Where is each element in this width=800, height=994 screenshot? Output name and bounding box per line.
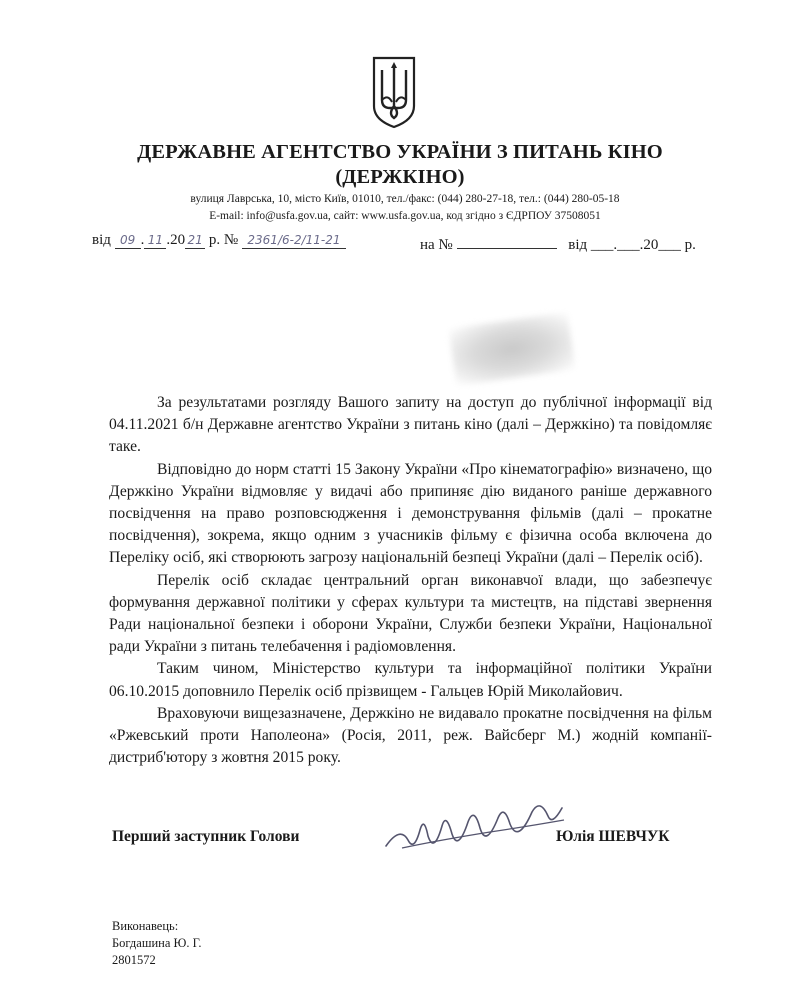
agency-name-line1: ДЕРЖАВНЕ АГЕНТСТВО УКРАЇНИ З ПИТАНЬ КІНО bbox=[137, 141, 663, 163]
agency-name-line2: (ДЕРЖКІНО) bbox=[335, 166, 465, 188]
incoming-reference bbox=[420, 232, 696, 256]
agency-name bbox=[120, 140, 680, 190]
executor-name: Богдашина Ю. Г. bbox=[112, 936, 202, 950]
handwritten-signature bbox=[380, 790, 570, 860]
trident-emblem-icon bbox=[370, 54, 418, 130]
address-line1: вулиця Лаврська, 10, місто Київ, 01010, тел./факс: (044) 280-27-18, тел.: (044) 280-05-18 bbox=[190, 193, 620, 205]
agency-address bbox=[120, 191, 690, 225]
to-label: на № bbox=[420, 237, 453, 253]
ref-day: 09 bbox=[120, 233, 136, 247]
signer-name: Юлія ШЕВЧУК bbox=[556, 828, 670, 845]
to-date-placeholder: ___.___.20___ bbox=[590, 237, 681, 253]
outgoing-reference: від 09 . 11 .20 21 р. № 2361/6-2/11-21 bbox=[92, 232, 346, 256]
to-date-label: від bbox=[568, 237, 588, 253]
ref-month: 11 bbox=[147, 233, 164, 247]
address-line2: E-mail: info@usfa.gov.ua, сайт: www.usfa.gov.ua, код згідно з ЄДРПОУ 37508051 bbox=[209, 210, 601, 222]
body-paragraph-1: За результатами розгляду Вашого запиту на доступ до публічної інформації від 04.11.2021 б/н Державне агентство України з питань кіно (далі – Держкіно) та повідомляє таке. bbox=[109, 394, 712, 456]
to-date-suffix: р. bbox=[684, 237, 696, 253]
executor-label: Виконавець: bbox=[112, 919, 179, 933]
number-label: р. № bbox=[208, 232, 239, 248]
ref-year-prefix: .20 bbox=[166, 232, 186, 248]
signer-position: Перший заступник Голови bbox=[112, 828, 300, 845]
executor-block bbox=[112, 918, 202, 969]
body-paragraph-4: Таким чином, Міністерство культури та інформаційної політики України 06.10.2015 доповнило Перелік осіб прізвищем - Гальцев Юрій Миколайович. bbox=[109, 660, 712, 700]
from-label: від bbox=[92, 232, 111, 248]
ref-year-suffix: 21 bbox=[187, 233, 203, 247]
ref-number: 2361/6-2/11-21 bbox=[247, 233, 341, 247]
body-paragraph-3: Перелік осіб складає центральний орган виконавчої влади, що забезпечує формування державної політики у сферах культури та мистецтв, на підставі звернення Ради національної безпеки і оборони України, Служби безпеки України, Національної ради України з питань телебачення і радіомовлення. bbox=[109, 571, 712, 656]
redacted-recipient-block bbox=[449, 312, 576, 386]
body-paragraph-2: Відповідно до норм статті 15 Закону України «Про кінематографію» визначено, що Держкіно України відмовляє у видачі або припиняє дію виданого раніше державного посвідчення на право розповсюдження і демонстрування фільмів (далі – прокатне посвідчення), зокрема, якщо одним з учасників фільму є фізична особа включена до Переліку осіб, які створюють загрозу національній безпеці України (далі – Перелік осіб). bbox=[109, 460, 712, 567]
executor-phone: 2801572 bbox=[112, 953, 156, 967]
letter-body bbox=[109, 392, 712, 769]
body-paragraph-5: Враховуючи вищезазначене, Держкіно не видавало прокатне посвідчення на фільм «Ржевський проти Наполеона» (Росія, 2011, реж. Вайсберг М.) жодній компанії-дистриб'ютору з жовтня 2015 року. bbox=[109, 704, 712, 767]
